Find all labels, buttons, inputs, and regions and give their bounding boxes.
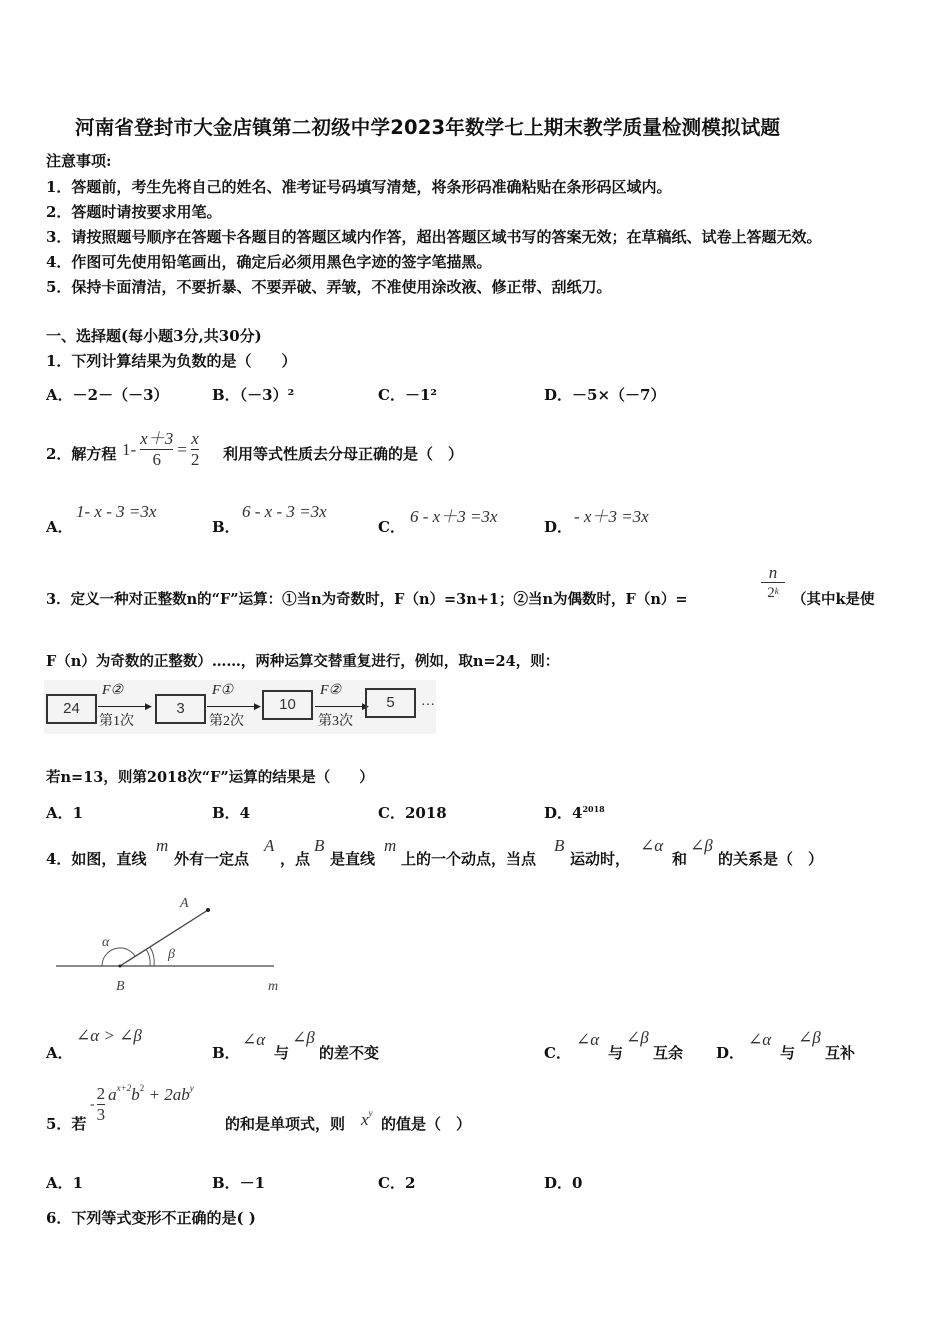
- q1-option-a: A．－2－（－3）: [46, 386, 169, 404]
- q2-eq-lead: 1-: [122, 439, 137, 459]
- q3-line2: F（n）为奇数的正整数）……，两种运算交替重复进行，例如，取n=24，则：: [46, 653, 560, 670]
- q5-text3: 的值是（ ）: [381, 1115, 472, 1133]
- q5-option-b: B．－1: [212, 1174, 266, 1192]
- flow-box: 10: [262, 690, 313, 720]
- point-a: [206, 908, 210, 912]
- q2-den2: 2: [190, 450, 200, 469]
- q1-option-b: B．（－3）²: [212, 386, 295, 404]
- q1-option-c: C．－1²: [378, 386, 437, 404]
- q4-d-beta: ∠β: [798, 1028, 821, 1047]
- q2-label-a: A．: [46, 518, 73, 536]
- flow-box: 3: [155, 694, 206, 724]
- q4-b-alpha: ∠α: [242, 1030, 266, 1049]
- q4-b-and: 与: [274, 1044, 290, 1062]
- label-beta: β: [168, 947, 175, 962]
- q2-prefix: 2．解方程: [46, 445, 117, 463]
- q6-stem: 6．下列等式变形不正确的是( ): [46, 1209, 256, 1227]
- q2-option-c: 6 - x＋3 =3x: [410, 507, 498, 526]
- q4-label-c: C．: [544, 1044, 571, 1062]
- flow-ellipsis: …: [421, 694, 435, 709]
- q5-expression: - $\frac{2}{3}$ $a^{x+2}b^2 + 2ab^y$: [90, 1082, 194, 1124]
- q5-option-c: C．2: [378, 1174, 416, 1192]
- q3-option-a: A．1: [46, 804, 84, 822]
- flow-op: F①: [212, 683, 234, 698]
- q4-b-beta: ∠β: [292, 1028, 315, 1047]
- q3-line1: 3．定义一种对正整数n的“F”运算：①当n为奇数时，F（n）=3n+1；②当n为偶数时，F（n）=: [46, 591, 688, 608]
- q3-flow-diagram: [44, 680, 436, 734]
- label-alpha: α: [102, 935, 110, 950]
- q2-den1: 6: [140, 449, 173, 470]
- q2-eq-sign: =: [177, 439, 187, 459]
- q3-fraction: [761, 564, 785, 603]
- q2-suffix: 利用等式性质去分母正确的是（ ）: [223, 445, 464, 463]
- q2-label-b: B．: [212, 518, 240, 536]
- q5-xy: $x^y$: [361, 1108, 373, 1129]
- label-a: A: [180, 896, 189, 911]
- angle-alpha-arc: [102, 948, 135, 966]
- notice-item: 5．保持卡面清洁，不要折暴、不要弄破、弄皱，不准使用涂改液、修正带、刮纸刀。: [46, 278, 612, 296]
- q1-option-d: D．－5×（－7）: [544, 386, 666, 404]
- q2-label-d: D．: [544, 518, 573, 536]
- notice-item: 3．请按照题号顺序在答题卡各题目的答题区域内作答，超出答题区域书写的答案无效；在草稿纸、试卷上答题无效。: [46, 228, 822, 246]
- flow-op: F②: [102, 683, 124, 698]
- page-title: 河南省登封市大金店镇第二初级中学2023年数学七上期末教学质量检测模拟试题: [75, 116, 781, 139]
- q2-label-c: C．: [378, 518, 405, 536]
- flow-box: 5: [365, 688, 416, 718]
- q4-c-alpha: ∠α: [576, 1030, 600, 1049]
- point-b: [119, 965, 122, 968]
- ray-ba: [120, 910, 208, 966]
- notice-item: 1．答题前，考生先将自己的姓名、准考证号码填写清楚，将条形码准确粘贴在条形码区域内。: [46, 178, 672, 196]
- q4-c-tail: 互余: [653, 1044, 684, 1062]
- flow-step: 第3次: [318, 714, 353, 729]
- arrow-head-icon: ▶: [254, 702, 261, 712]
- flow-step: 第1次: [99, 714, 134, 729]
- q2-num2: x: [191, 429, 199, 448]
- q4-label-b: B．: [212, 1044, 240, 1062]
- q4-d-and: 与: [780, 1044, 796, 1062]
- q2-option-b: 6 - x - 3 =3x: [242, 502, 327, 521]
- flow-arrow: [98, 706, 148, 707]
- q3-frac-num: n: [768, 563, 778, 582]
- label-b: B: [116, 979, 125, 994]
- notice-heading: 注意事项:: [46, 152, 112, 170]
- arrow-head-icon: ▶: [145, 702, 152, 712]
- label-m: m: [268, 979, 279, 994]
- q3-option-d: D．$4^{2018}$: [544, 804, 605, 822]
- q2-fraction-2: [191, 429, 200, 470]
- q3-line1b: （其中k是使: [792, 591, 875, 608]
- q5-prefix: 5．若: [46, 1115, 87, 1133]
- q1-stem: 1．下列计算结果为负数的是（ ）: [46, 352, 297, 370]
- q2-fraction-1: [140, 429, 173, 470]
- section-heading: 一、选择题(每小题3分,共30分): [46, 327, 262, 345]
- flow-box: 24: [46, 694, 97, 724]
- q4-option-a: ∠α > ∠β: [76, 1026, 142, 1045]
- q4-c-and: 与: [608, 1044, 624, 1062]
- q5-text2: 的和是单项式，则: [225, 1115, 346, 1133]
- q5-option-a: A．1: [46, 1174, 84, 1192]
- q4-d-alpha: ∠α: [748, 1030, 772, 1049]
- q4-b-tail: 的差不变: [319, 1044, 380, 1062]
- q3-option-c: C．2018: [378, 804, 447, 822]
- flow-arrow: [315, 706, 365, 707]
- flow-arrow: [207, 706, 257, 707]
- notice-item: 4．作图可先使用铅笔画出，确定后必须用黑色字迹的签字笔描黑。: [46, 253, 492, 271]
- angle-beta-arc: [146, 949, 150, 966]
- q3-stem2: 若n=13，则第2018次“F”运算的结果是（ ）: [46, 769, 374, 786]
- q2-option-d: - x＋3 =3x: [574, 507, 649, 526]
- q4-figure: [50, 892, 290, 1002]
- q5-fraction: $\frac{2}{3}$: [96, 1084, 106, 1124]
- notice-item: 2．答题时请按要求用笔。: [46, 203, 222, 221]
- flow-op: F②: [320, 683, 342, 698]
- q3-option-b: B．4: [212, 804, 251, 822]
- q2-num1: x＋3: [140, 429, 174, 448]
- q2-option-a: 1- x - 3 =3x: [76, 502, 157, 521]
- q4-c-beta: ∠β: [626, 1028, 649, 1047]
- q5-option-d: D．0: [544, 1174, 583, 1192]
- arrow-head-icon: ▶: [362, 702, 369, 712]
- q4-label-d: D．: [716, 1044, 745, 1062]
- q4-label-a: A．: [46, 1044, 73, 1062]
- q4-d-tail: 互补: [825, 1044, 856, 1062]
- q3-frac-den: 2$^k$: [761, 582, 785, 603]
- flow-step: 第2次: [209, 714, 244, 729]
- q2-equation: [122, 429, 203, 470]
